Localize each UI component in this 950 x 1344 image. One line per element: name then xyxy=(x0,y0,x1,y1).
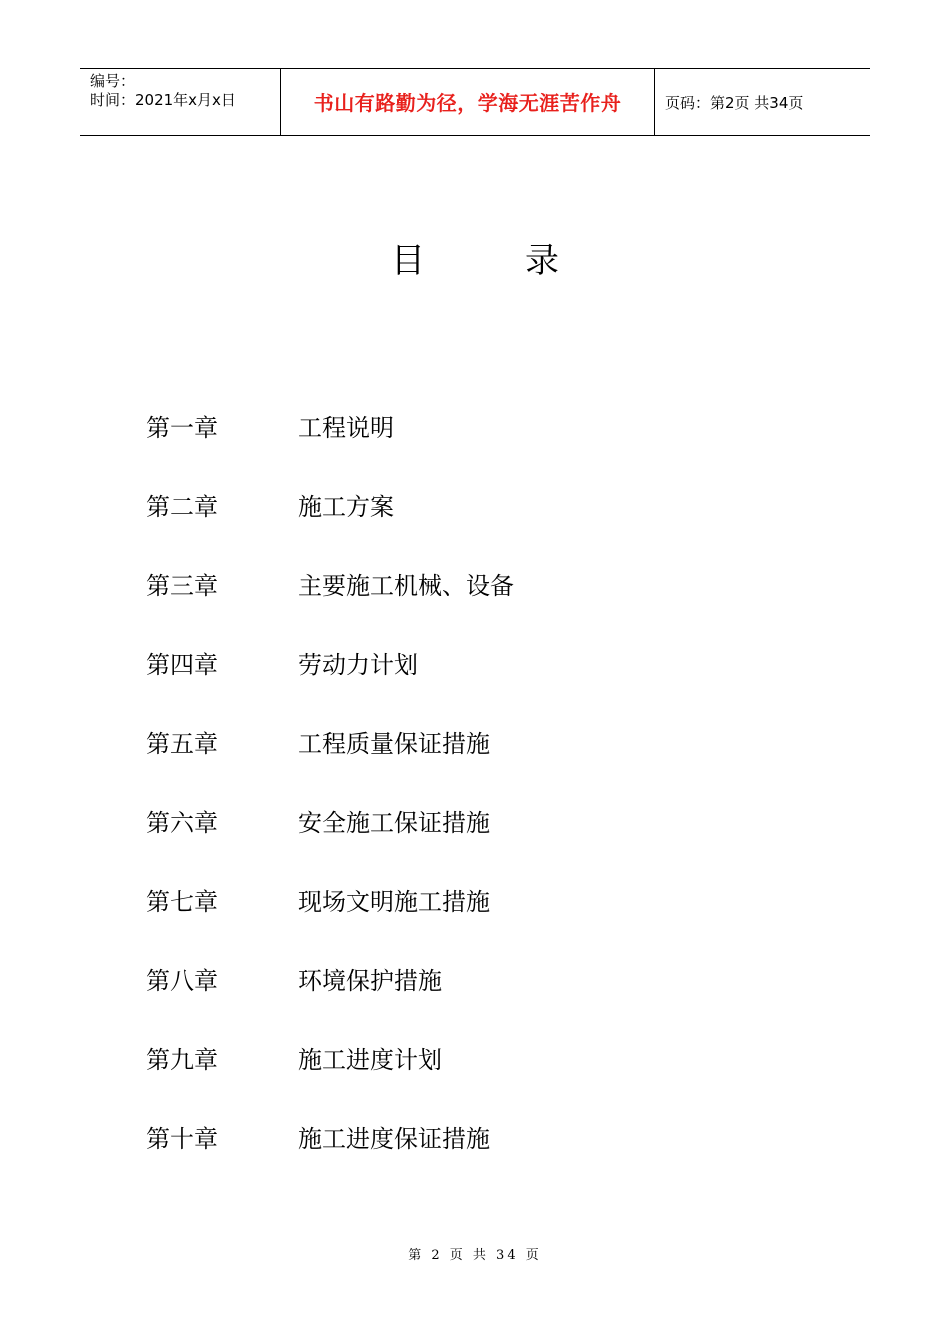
toc-chapter-name: 安全施工保证措施 xyxy=(298,809,490,837)
toc-chapter-label: 第二章 xyxy=(146,493,218,521)
toc-chapter-label: 第五章 xyxy=(146,730,218,758)
toc-chapter-label: 第六章 xyxy=(146,809,218,837)
document-date-label: 时间：2021年x月x日 xyxy=(90,91,236,109)
toc-chapter-name: 劳动力计划 xyxy=(298,651,418,679)
toc-chapter-name: 施工进度计划 xyxy=(298,1046,442,1074)
header-page-cell xyxy=(655,69,870,135)
toc-chapter-label: 第一章 xyxy=(146,414,218,442)
toc-chapter-label: 第八章 xyxy=(146,967,218,995)
toc-title: 目录 xyxy=(391,241,659,281)
header-meta-cell xyxy=(80,69,281,135)
toc-chapter-name: 施工进度保证措施 xyxy=(298,1125,490,1153)
toc-chapter-label: 第十章 xyxy=(146,1125,218,1153)
toc-chapter-name: 施工方案 xyxy=(298,493,394,521)
toc-chapter-label: 第九章 xyxy=(146,1046,218,1074)
toc-chapter-name: 主要施工机械、设备 xyxy=(298,572,514,600)
toc-chapter-label: 第七章 xyxy=(146,888,218,916)
document-number-label: 编号： xyxy=(90,72,136,90)
toc-chapter-name: 现场文明施工措施 xyxy=(298,888,490,916)
toc-chapter-name: 工程质量保证措施 xyxy=(298,730,490,758)
header-page-code: 页码：第2页 共34页 xyxy=(665,94,804,112)
toc-chapter-label: 第三章 xyxy=(146,572,218,600)
header-motto: 书山有路勤为径，学海无涯苦作舟 xyxy=(313,91,622,115)
document-header xyxy=(80,68,870,136)
header-motto-cell xyxy=(281,69,655,135)
toc-chapter-name: 环境保护措施 xyxy=(298,967,442,995)
toc-chapter-name: 工程说明 xyxy=(298,414,394,442)
page-footer: 第 2 页 共 34 页 xyxy=(408,1248,542,1263)
toc-chapter-label: 第四章 xyxy=(146,651,218,679)
